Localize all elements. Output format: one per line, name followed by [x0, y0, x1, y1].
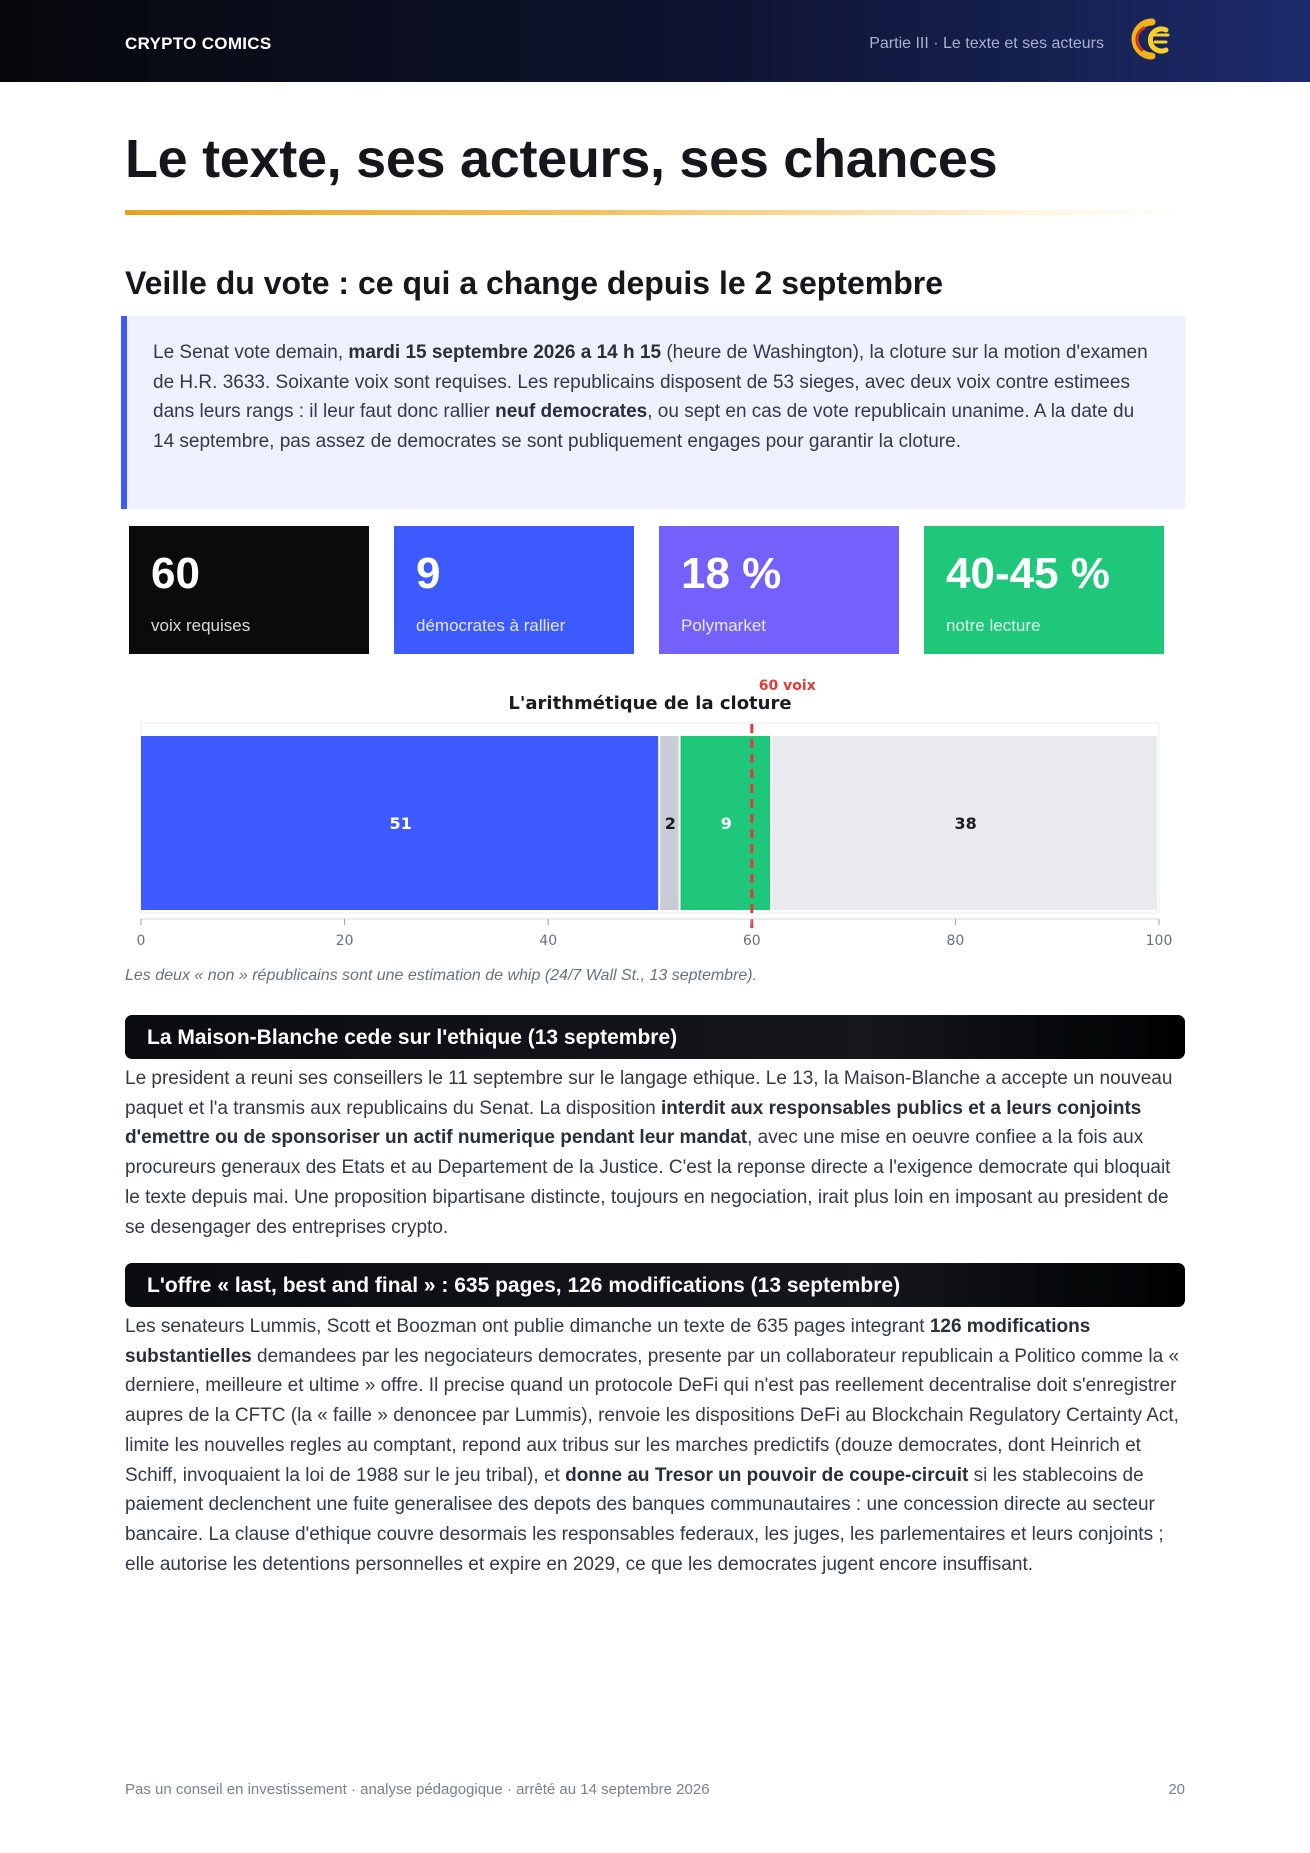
- para-text: Les senateurs Lummis, Scott et Boozman ont publie dimanche un texte de 635 pages integrant: [125, 1316, 930, 1337]
- stat-label: notre lecture: [946, 616, 1041, 635]
- top-header-bar: [0, 0, 1310, 82]
- white-house-paragraph: [125, 1064, 1189, 1242]
- para-bold: donne au Tresor un pouvoir de coupe-circuit: [565, 1464, 969, 1486]
- section-heading-vote-eve: Veille du vote : ce qui a change depuis le 2 septembre: [125, 265, 944, 301]
- callout-bold-democrats: neuf democrates: [495, 401, 648, 422]
- stat-value: 9: [416, 549, 441, 598]
- stat-card-votes-required: [129, 526, 369, 654]
- x-tick-label: 100: [1145, 933, 1173, 949]
- bar-label-51: 51: [389, 814, 412, 833]
- para-bold: 126 modifications substantielles: [125, 1316, 1091, 1367]
- footer-disclaimer: Pas un conseil en investissement · analyse pédagogique · arrêté au 14 septembre 2026: [125, 1781, 710, 1798]
- para-text: , avec une mise en oeuvre confiee a la fois aux procureurs generaux des Etats et au Departement de la Justice. C'est la reponse directe a l'exigence democrate qui bloquait le texte depuis mai. Une proposition bipartisane distincte, toujours en negociation, irait plus loin en imposant au president de se desengager des entreprises crypto.: [125, 1127, 1171, 1238]
- callout-text: (heure de Washington), la cloture sur la motion d'examen de H.R. 3633. Soixante voix sont requises. Les republicains disposent de 53 sieges, avec deux voix contre estimees dans leurs rangs : il leur faut donc rallier: [153, 342, 1148, 422]
- cc-coin-logo-icon: [1130, 16, 1174, 64]
- cloture-arithmetic-chart: [120, 670, 1190, 955]
- x-tick-label: 80: [946, 933, 965, 949]
- chart-svg: [120, 670, 1190, 955]
- vote-eve-callout: [121, 316, 1185, 509]
- stat-label: voix requises: [151, 616, 251, 635]
- page-number: 20: [1168, 1781, 1185, 1798]
- bar-label-38: 38: [954, 814, 977, 833]
- bar-label-2: 2: [664, 814, 676, 833]
- para-text: si les stablecoins de paiement declenchent une fuite generalisee des depots des banques communautaires : une concession directe au secteur bancaire. La clause d'ethique couvre desormais les responsables federaux, les juges, les parlementaires et leurs conjoints ; elle autorise les detentions personnelles et expire en 2029, ce que les democrates jugent encore insuffisant.: [125, 1464, 1164, 1575]
- final-offer-paragraph: [125, 1312, 1189, 1579]
- callout-text: Le Senat vote demain,: [153, 342, 349, 363]
- callout-bold-date: mardi 15 septembre 2026 a 14 h 15: [348, 342, 662, 363]
- x-tick-label: 60: [742, 933, 761, 949]
- para-text: Le president a reuni ses conseillers le 11 septembre sur le langage ethique. Le 13, la Maison-Blanche a accepte un nouveau paquet et l'a transmis aux republicains du Senat. La disposition: [125, 1068, 1173, 1119]
- para-bold: interdit aux responsables publics et a leurs conjoints d'emettre ou de sponsoriser un actif numerique pendant leur mandat: [125, 1097, 1142, 1149]
- para-text: demandees par les negociateurs democrates, presente par un collaborateur republicain a Politico comme la « derniere, meilleure et ultime » offre. Il precise quand un protocole DeFi qui n'est pas reellement decentralise doit s'enregistrer aupres de la CFTC (la « faille » denoncee par Lummis), renvoie les dispositions DeFi au Blockchain Regulatory Certainty Act, limite les nouvelles regles au comptant, repond aux tribus sur les marches predictifs (douze democrates, dont Heinrich et Schiff, invoquaient la loi de 1988 sur le jeu tribal), et: [125, 1345, 1180, 1486]
- stat-label: Polymarket: [681, 616, 767, 635]
- x-tick-label: 20: [335, 933, 354, 949]
- title-underline: [125, 210, 1185, 215]
- chart-title: L'arithmétique de la cloture: [508, 693, 792, 714]
- section-heading-white-house: La Maison-Blanche cede sur l'ethique (13 septembre): [125, 1015, 1185, 1059]
- brand-name: CRYPTO COMICS: [125, 34, 272, 53]
- section-indicator: Partie III · Le texte et ses acteurs: [869, 35, 1104, 52]
- stat-value: 40-45 %: [946, 549, 1110, 598]
- stat-card-our-reading: [924, 526, 1164, 654]
- threshold-label: 60 voix: [758, 678, 816, 694]
- stat-label: démocrates à rallier: [416, 616, 566, 635]
- x-tick-label: 40: [539, 933, 558, 949]
- stat-card-polymarket: [659, 526, 899, 654]
- callout-text: , ou sept en cas de vote republicain unanime. A la date du 14 septembre, pas assez de democrates se sont publiquement engages pour garantir la cloture.: [153, 401, 1135, 452]
- chart-caption: Les deux « non » républicains sont une estimation de whip (24/7 Wall St., 13 septembre).: [125, 967, 758, 984]
- stat-value: 18 %: [681, 549, 782, 598]
- bar-label-9: 9: [720, 814, 732, 833]
- page-title: Le texte, ses acteurs, ses chances: [125, 129, 998, 189]
- stat-card-democrats-needed: [394, 526, 634, 654]
- stat-value: 60: [151, 549, 200, 598]
- x-tick-label: 0: [136, 933, 146, 949]
- section-heading-final-offer: L'offre « last, best and final » : 635 pages, 126 modifications (13 septembre): [125, 1263, 1185, 1307]
